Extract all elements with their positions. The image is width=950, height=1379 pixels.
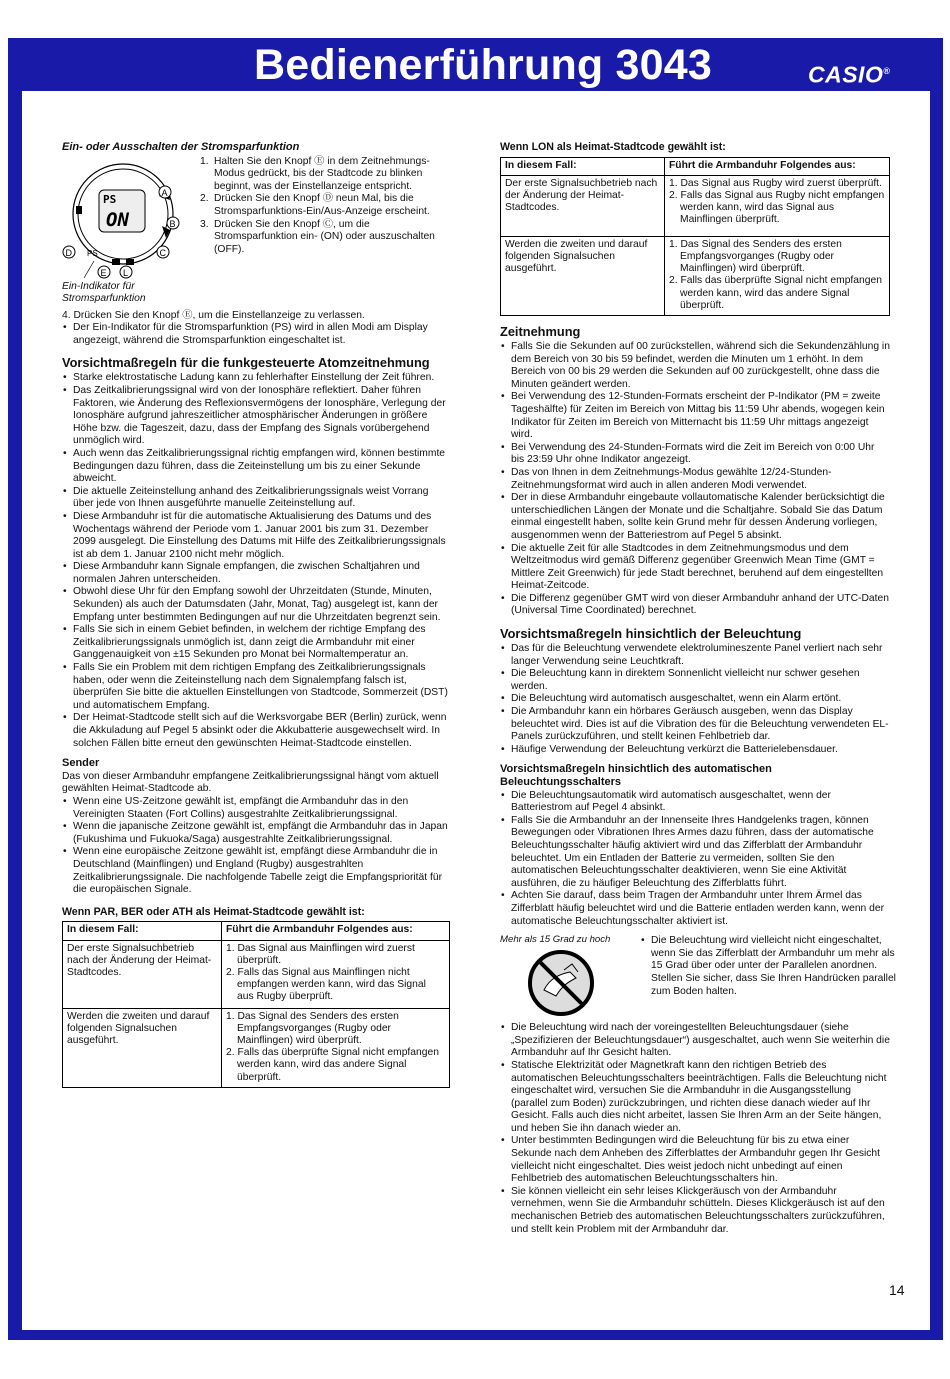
list-item: • Bei Verwendung des 12-Stunden-Formats erscheint der P-Indikator (PM = zweite Tageshälfte) für Zeiten im Bereich von Mittag bis 11:59 Uhr abends, wogegen kein Indikator für Zeiten im Bereich von Mitternacht bis 11:59 Uhr mittags angezeigt wird. [511,391,890,441]
list-item: • Die aktuelle Zeit für alle Stadtcodes in dem Zeitnehmungsmodus und dem Weltzeitmodus wird gemäß Differenz gegenüber Greenwich Mean Time (GMT = Mittlere Zeit Greenwich) für jede Stadt berechnet, beruhend auf dem eingestellten Heimat-Zeitcode. [511,543,890,593]
prohibited-angle-icon [526,948,596,1018]
list-item: • Wenn eine US-Zeitzone gewählt ist, empfängt die Armbanduhr das in den Vereinigten Staaten (Fort Collins) ausgestrahlte Zeitkalibrierungssignal. [73,796,450,821]
table-cell [222,1008,450,1087]
lon-table-title: Wenn LON als Heimat-Stadtcode gewählt ist: [500,141,726,153]
auto-switch-list-2 [500,1022,890,1236]
action-line: 1. Das Signal des Senders des ersten Empfangsvorganges (Rugby oder Mainflingen) wird überprüft. [226,1010,399,1046]
list-item: • Der Heimat-Stadtcode stellt sich auf die Werksvorgabe BER (Berlin) zurück, wenn die Akkuladung auf Pegel 5 absinkt oder die Akkubatterie ausgewechselt wird. In solchen Fällen bitte erneut den gewünschten Heimat-Stadtcode einstellen. [73,712,450,750]
lcd-on-text: ON [106,208,129,231]
power-saving-note: • Der Ein-Indikator für die Stromsparfunktion (PS) wird in allen Modi am Display angezeigt, während die Stromsparfunktion eingeschaltet ist. [73,322,450,347]
par-ber-ath-table-title: Wenn PAR, BER oder ATH als Heimat-Stadtcode gewählt ist: [62,905,365,918]
list-item: • Starke elektrostatische Ladung kann zu fehlerhafter Einstellung der Zeit führen. [73,372,450,385]
watch-illustration [62,156,200,281]
step-item [200,156,450,194]
button-l-label: L [123,267,129,278]
step-number: 1. [200,155,209,167]
list-item: • Achten Sie darauf, dass beim Tragen der Armbanduhr unter Ihrem Ärmel das Zifferblatt häufig beleuchtet wird und die Batterie entladen werden kann, wenn der automatische Beleuchtungsschalter aktiviert ist. [511,890,890,928]
auto-switch-list [500,790,890,929]
list-item: • Das von Ihnen in dem Zeitnehmungs-Modus gewählte 12/24-Stunden-Zeitnehmungsformat wird auch in allen anderen Modi verwendet. [511,467,890,492]
button-e-label: E [100,267,107,278]
power-saving-figure [62,155,450,304]
list-item: • Die Differenz gegenüber GMT wird von dieser Armbanduhr anhand der UTC-Daten (Universal Time Coordinated) berechnet. [511,593,890,618]
list-item: • Statische Elektrizität oder Magnetkraft kann den richtigen Betrieb des automatischen Beleuchtungsschalters beeinträchtigen. Falls die Beleuchtung nicht eingeschaltet wird, versuchen Sie die Armbanduhr in die Ausgangsstellung (parallel zum Boden) zurückzubringen, und richten diese danach wieder auf Ihr Gesicht. Falls auch dies nicht arbeitet, lassen Sie Ihren Arm an der Seite hängen, und heben Sie ihn danach wieder an. [511,1060,890,1136]
table-cell [665,236,890,315]
list-item: • Auch wenn das Zeitkalibrierungssignal richtig empfangen wird, können bestimmte Bedingungen dazu führen, dass die Zeiteinstellung um bis zu einer Sekunde abweicht. [73,448,450,486]
right-column [500,141,896,1236]
left-column [62,141,450,1088]
list-item: • Das für die Beleuchtung verwendete elektrolumineszente Panel verliert nach sehr langer Verwendung seine Leuchtkraft. [511,643,890,668]
lon-table [500,157,890,316]
table-row [63,940,450,1008]
table-header: In diesem Fall: [501,157,665,175]
button-a-label: A [161,187,168,198]
step-text: Halten Sie den Knopf Ⓔ in dem Zeitnehmungs-Modus gedrückt, bis der Stadtcode zu blinken beginnt, was der Einstellanzeige entspricht. [214,155,430,192]
list-item: • Sie können vielleicht ein sehr leises Klickgeräusch von der Armbanduhr vernehmen, wenn Sie die Armbanduhr schütteln. Dieses Klickgeräusch ist auf den mechanischen Betrieb des automatischen Beleuchtungsschalters zurückzuführen, und stellt kein Problem mit der Armbanduhr dar. [511,1186,890,1236]
par-ber-ath-table [62,921,450,1087]
table-header: In diesem Fall: [63,922,222,940]
timekeeping-heading: Zeitnehmung [500,324,581,340]
table-cell: Werden die zweiten und darauf folgenden Signalsuchen ausgeführt. [501,236,665,315]
table-cell: Werden die zweiten und darauf folgenden Signalsuchen ausgeführt. [63,1008,222,1087]
list-item: • Falls Sie die Armbanduhr an der Innenseite Ihres Handgelenks tragen, können Bewegungen oder Vibrationen Ihres Armes dazu führen, dass der automatische Beleuchtungsschalter häufig aktiviert wird und das Zifferblatt der Armbanduhr beleuchtet. Um ein Entladen der Batterie zu vermeiden, sollten Sie den automatischen Beleuchtungsschalter deaktivieren, wenn Sie eine Aktivität ausführen, die zu häufiger Beleuchtung des Zifferblatts führt. [511,815,890,891]
step-text: Drücken Sie den Knopf Ⓓ neun Mal, bis die Stromsparfunktions-Ein/Aus-Anzeige erscheint. [214,193,430,217]
button-c-label: C [159,247,166,258]
registered-mark: ® [883,66,891,76]
power-saving-steps [200,156,450,257]
button-d-label: D [65,247,72,258]
page-number: 14 [889,1282,905,1298]
step-text: Drücken Sie den Knopf Ⓒ, um die Stromsparfunktion ein- (ON) oder auszuschalten (OFF). [214,218,435,255]
action-line: 1. Das Signal aus Mainflingen wird zuerst überprüft. [226,942,415,966]
step-number: 3. [200,218,209,230]
list-item: • Die aktuelle Zeiteinstellung anhand des Zeitkalibrierungssignals weist Vorrang über jede von Ihnen ausgeführte manuelle Zeiteinstellung auf. [73,486,450,511]
list-item: • Falls Sie sich in einem Gebiet befinden, in welchem der richtige Empfang des Zeitkalibrierungssignals unmöglich ist, dann zeigt die Armbanduhr mit einer Ganggenauigkeit von ±15 Sekunden pro Monat bei Normaltemperatur an. [73,624,450,662]
table-cell: Der erste Signalsuchbetrieb nach der Änderung der Heimat-Stadtcodes. [501,175,665,236]
table-cell: Der erste Signalsuchbetrieb nach der Änderung der Heimat-Stadtcodes. [63,940,222,1008]
table-cell [665,175,890,236]
power-saving-heading: Ein- oder Ausschalten der Stromsparfunktion [62,141,300,153]
list-item: • Diese Armbanduhr ist für die automatische Aktualisierung des Datums und des Wochentags während der Periode vom 1. Januar 2001 bis zum 31. Dezember 2099 ausgelegt. Die Einstellung des Datums mit Hilfe des Zeitkalibrierungssignals ist ab dem 1. Januar 2100 nicht mehr möglich. [73,511,450,561]
list-item: • Die Beleuchtung wird nach der voreingestellten Beleuchtungsdauer (siehe „Spezifizieren der Beleuchtungsdauer“) ausgeschaltet, auch wenn Sie weiterhin die Armbanduhr auf Ihr Gesicht halten. [511,1022,890,1060]
list-item: • Das Zeitkalibrierungssignal wird von der Ionosphäre reflektiert. Daher führen Faktoren, wie Änderung des Reflexionsvermögens der Ionosphäre, Verlegung der Ionosphäre aufgrund jahreszeitlicher atmosphärischer Änderungen in größere Höhe bzw. die Tageszeit, dazu, dass der Empfang des Signals vorübergehend unmöglich wird. [73,385,450,448]
sender-heading: Sender [62,757,100,770]
list-item: • Die Beleuchtung wird automatisch ausgeschaltet, wenn ein Alarm ertönt. [511,693,890,706]
ps-bezel-label: PS [87,248,98,258]
step-item [200,219,450,257]
step-number: 2. [200,193,209,205]
action-line: 2. Falls das Signal aus Mainflingen nicht empfangen werden kann, wird das Signal aus Rugby überprüft. [226,966,426,1003]
action-line: 2. Falls das überprüfte Signal nicht empfangen werden kann, wird das andere Signal überprüft. [669,275,882,311]
list-item: • Wenn eine europäische Zeitzone gewählt ist, empfängt diese Armbanduhr die in Deutschland (Mainflingen) und England (Rugby) ausgestrahlten Zeitkalibrierungssignale. Die nachfolgende Tabelle zeigt die Empfangspriorität für die europäischen Signale. [73,846,450,896]
table-header: Führt die Armbanduhr Folgendes aus: [665,157,890,175]
brand-name: CASIO [808,61,884,88]
action-line: 1. Das Signal des Senders des ersten Empfangsvorganges (Rugby oder Mainflingen) wird überprüft. [669,238,842,275]
illumination-list [500,643,890,756]
list-item: • Der in diese Armbanduhr eingebaute vollautomatische Kalender berücksichtigt die unterschiedlichen Längen der Monate und die Schaltjahre. Sobald Sie das Datum einmal eingestellt haben, sollte kein Grund mehr für dessen Änderung vorliegen, ausgenommen wenn der Batteriestrom auf Pegel 5 absinkt. [511,492,890,542]
table-header: Führt die Armbanduhr Folgendes aus: [222,922,450,940]
action-line: 2. Falls das Signal aus Rugby nicht empfangen werden kann, wird das Signal aus Mainflingen überprüft. [669,190,885,226]
table-row [501,236,890,315]
angle-caption: Mehr als 15 Grad zu hoch [500,934,611,946]
list-item: • Bei Verwendung des 24-Stunden-Formats wird die Zeit im Bereich von 0:00 Uhr bis 23:59 Uhr ohne Indikator angezeigt. [511,442,890,467]
table-cell [222,940,450,1008]
auto-switch-heading: Vorsichtsmaßregeln hinsichtlich des automatischen Beleuchtungsschalters [500,763,772,789]
watch-caption: Ein-Indikator für Stromsparfunktion [62,280,146,304]
list-item: • Wenn die japanische Zeitzone gewählt ist, empfängt die Armbanduhr das in Japan (Fukushima und Fukuoka/Saga) ausgestrahlte Zeitkalibrierungssignal. [73,821,450,846]
precautions-list [62,372,450,750]
list-item: • Diese Armbanduhr kann Signale empfangen, die zwischen Schaltjahren und normalen Jahren unterscheiden. [73,561,450,586]
sender-list [62,796,450,897]
casio-logo [808,58,890,88]
timekeeping-list [500,341,890,618]
angle-figure [500,934,896,1022]
lcd-ps-text: PS [103,192,117,206]
list-item: • Falls Sie die Sekunden auf 00 zurückstellen, während sich die Sekundenzählung in dem Bereich von 30 bis 59 befindet, werden die Minuten um 1 erhöht. In dem Bereich von 00 bis 29 werden die Sekunden auf 00 zurückgestellt, ohne dass die Minuten geändert werden. [511,341,890,391]
list-item: • Die Beleuchtung wird vielleicht nicht eingeschaltet, wenn Sie das Zifferblatt der Armbanduhr um mehr als 15 Grad über oder unter der Parallelen anordnen. Stellen Sie sicher, dass Sie Ihren Handrücken parallel zum Boden halten. [651,935,901,998]
step-item [200,193,450,218]
button-b-label: B [169,218,176,229]
step-4: 4. Drücken Sie den Knopf Ⓔ, um die Einstellanzeige zu verlassen. [62,309,365,321]
list-item: • Die Beleuchtungsautomatik wird automatisch ausgeschaltet, wenn der Batteriestrom auf Pegel 4 absinkt. [511,790,890,815]
list-item: • Die Beleuchtung kann in direktem Sonnenlicht vielleicht nur schwer gesehen werden. [511,668,890,693]
list-item: • Falls Sie ein Problem mit dem richtigen Empfang des Zeitkalibrierungssignals haben, oder wenn die Zeiteinstellung nach dem Signalempfang falsch ist, überprüfen Sie bitte die aktuellen Einstellungen von Stadtcode, Sommerzeit (DST) und automatischem Empfang. [73,662,450,712]
angle-list [640,935,901,998]
list-item: • Häufige Verwendung der Beleuchtung verkürzt die Batterielebensdauer. [511,744,890,757]
precautions-heading: Vorsichtmaßregeln für die funkgesteuerte Atomzeitnehmung [62,355,430,371]
action-line: 2. Falls das überprüfte Signal nicht empfangen werden kann, wird das andere Signal überprüft. [226,1047,439,1083]
list-item: • Unter bestimmten Bedingungen wird die Beleuchtung für bis zu etwa einer Sekunde nach dem Anheben des Zifferblattes der Armbanduhr gegen Ihr Gesicht vielleicht nicht eingeschaltet. Dies weist jedoch nicht unbedingt auf einen Fehlbetrieb des automatischen Beleuchtungsschalters hin. [511,1135,890,1185]
illumination-heading: Vorsichtsmaßregeln hinsichtlich der Beleuchtung [500,626,802,642]
table-row [501,175,890,236]
list-item: • Obwohl diese Uhr für den Empfang sowohl der Uhrzeitdaten (Stunde, Minuten, Sekunden) als auch der Datumsdaten (Jahr, Monat, Tag) ausgelegt ist, kann der Empfang unter bestimmten Bedingungen auf nur die Uhrzeitdaten begrenzt sein. [73,586,450,624]
sender-intro: Das von dieser Armbanduhr empfangene Zeitkalibrierungssignal hängt vom aktuell gewählten Heimat-Stadtcode ab. [62,770,439,795]
table-row [63,1008,450,1087]
action-line: 1. Das Signal aus Rugby wird zuerst überprüft. [669,177,882,189]
list-item: • Die Armbanduhr kann ein hörbares Geräusch ausgeben, wenn das Display beleuchtet wird. Dies ist auf die Vibration des für die Beleuchtung verwendeten EL-Panels zurückzuführen, und stellt keinen Fehlbetrieb dar. [511,706,890,744]
page-title: Bedienerführung 3043 [254,41,712,89]
